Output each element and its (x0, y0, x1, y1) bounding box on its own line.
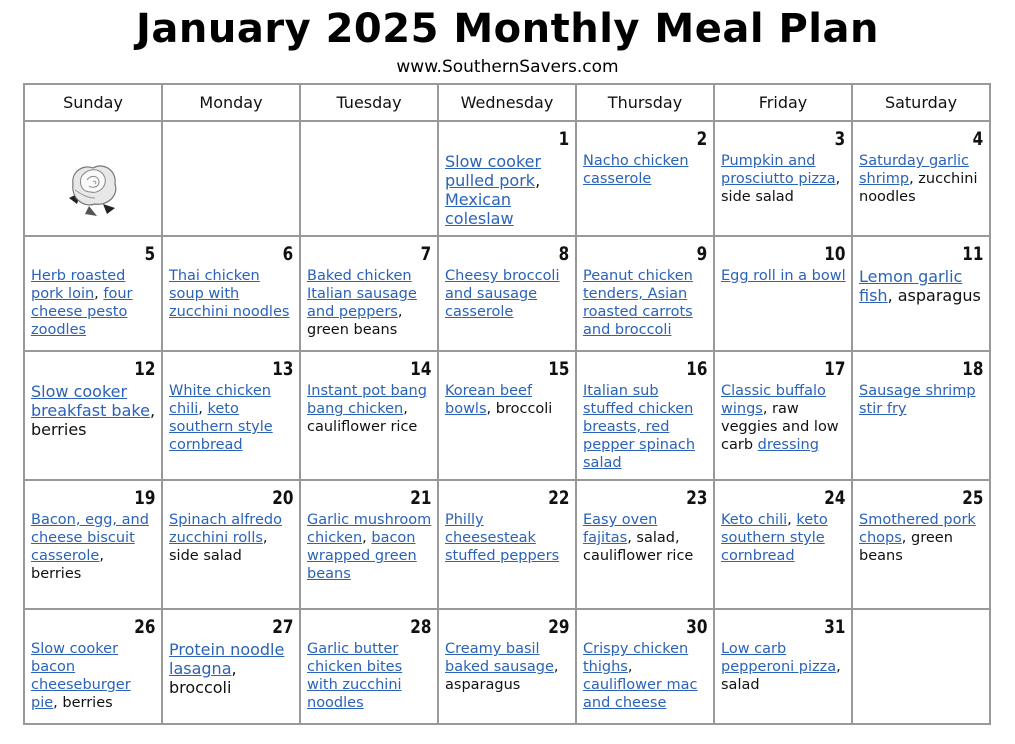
day-cell-content (301, 122, 437, 235)
meal-side-text: , salad (721, 659, 841, 693)
recipe-link[interactable]: Pumpkin and prosciutto pizza (721, 153, 836, 187)
day-number: 20 (271, 487, 293, 509)
meal-description (31, 640, 157, 712)
calendar-day-cell (162, 351, 300, 480)
meal-description (859, 267, 985, 305)
meal-side-text: , (787, 512, 797, 528)
day-number: 31 (823, 616, 845, 638)
day-number: 1 (558, 128, 569, 150)
meal-description (859, 511, 985, 565)
recipe-link[interactable]: Creamy basil baked sausage (445, 641, 554, 675)
calendar-day-cell (714, 236, 852, 351)
meal-description (307, 640, 433, 712)
weekday-header-saturday: Saturday (852, 84, 990, 121)
calendar-day-cell (24, 351, 162, 480)
calendar-day-cell (576, 121, 714, 236)
meal-side-text: , broccoli (169, 659, 237, 697)
day-cell-content (301, 610, 437, 723)
recipe-link[interactable]: Italian sub stuffed chicken breasts, red pepper spinach salad (583, 383, 696, 471)
day-cell-content (715, 481, 851, 608)
day-number: 24 (823, 487, 845, 509)
day-number: 19 (133, 487, 155, 509)
day-cell-content (25, 237, 161, 350)
day-number: 8 (558, 243, 569, 265)
recipe-link[interactable]: Protein noodle lasagna (169, 640, 285, 678)
meal-side-text: , raw veggies and low carb (721, 401, 839, 453)
calendar-day-cell (162, 236, 300, 351)
meal-description (583, 152, 709, 188)
day-cell-content (25, 122, 161, 235)
website-url[interactable]: www.SouthernSavers.com (396, 57, 619, 77)
meal-description (31, 511, 157, 583)
calendar-day-cell (300, 121, 438, 236)
recipe-link[interactable]: dressing (757, 437, 819, 453)
recipe-link[interactable]: Thai chicken soup with zucchini noodles (169, 268, 290, 320)
meal-description (721, 511, 847, 565)
recipe-link[interactable]: Garlic mushroom chicken (307, 512, 432, 546)
weekday-header-friday: Friday (714, 84, 852, 121)
recipe-link[interactable]: Philly cheesesteak stuffed peppers (445, 512, 560, 564)
meal-side-text: , berries (31, 401, 156, 439)
calendar-day-cell (714, 480, 852, 609)
recipe-link[interactable]: Instant pot bang bang chicken (307, 383, 427, 417)
meal-description (169, 382, 295, 454)
meal-description (583, 640, 709, 712)
day-cell-content (577, 237, 713, 350)
recipe-link[interactable]: Korean beef bowls (445, 383, 533, 417)
weekday-header-monday: Monday (162, 84, 300, 121)
calendar-day-cell (576, 609, 714, 724)
day-cell-content (715, 122, 851, 235)
day-number: 5 (144, 243, 155, 265)
meal-side-text: , asparagus (445, 659, 559, 693)
meal-description (307, 267, 433, 339)
meal-description (721, 382, 847, 454)
calendar-day-cell (438, 121, 576, 236)
day-cell-content (301, 352, 437, 479)
calendar-grid (23, 83, 991, 725)
day-number: 18 (961, 358, 983, 380)
meal-description (445, 382, 571, 418)
meal-description (445, 511, 571, 565)
calendar-day-cell (162, 480, 300, 609)
day-number: 28 (409, 616, 431, 638)
day-cell-content (439, 481, 575, 608)
day-cell-content (25, 352, 161, 479)
meal-description (583, 511, 709, 565)
calendar-day-cell (714, 121, 852, 236)
day-cell-content (853, 352, 989, 479)
recipe-link[interactable]: Lemon garlic fish (859, 267, 963, 305)
meal-description (31, 267, 157, 339)
recipe-link[interactable]: Peanut chicken tenders, Asian roasted carrots and broccoli (583, 268, 693, 338)
recipe-link[interactable]: Slow cooker breakfast bake (31, 382, 150, 420)
calendar-day-cell (24, 609, 162, 724)
calendar-day-cell (438, 236, 576, 351)
day-cell-content (715, 352, 851, 479)
recipe-link[interactable]: Spinach alfredo zucchini rolls (169, 512, 282, 546)
recipe-link[interactable]: Egg roll in a bowl (721, 268, 846, 284)
day-number: 21 (409, 487, 431, 509)
meal-description (721, 267, 847, 285)
day-cell-content (577, 352, 713, 479)
calendar-week-row (24, 351, 990, 480)
day-cell-content (853, 610, 989, 723)
calendar-week-row (24, 480, 990, 609)
recipe-link[interactable]: Nacho chicken casserole (583, 153, 689, 187)
calendar-day-cell (162, 609, 300, 724)
calendar-week-row (24, 121, 990, 236)
meal-side-text: , cauliflower rice (307, 401, 418, 435)
day-number: 2 (696, 128, 707, 150)
weekday-header-wednesday: Wednesday (438, 84, 576, 121)
day-number: 26 (133, 616, 155, 638)
day-number: 9 (696, 243, 707, 265)
day-cell-content (715, 237, 851, 350)
day-cell-content (439, 610, 575, 723)
meal-side-text: , side salad (169, 530, 268, 564)
meal-side-text: , asparagus (887, 286, 981, 305)
weekday-header-sunday: Sunday (24, 84, 162, 121)
meal-side-text: , (535, 171, 541, 190)
day-number: 7 (420, 243, 431, 265)
meal-side-text: , side salad (721, 171, 841, 205)
day-number: 30 (685, 616, 707, 638)
meal-description (31, 382, 157, 439)
weekday-header-row (24, 84, 990, 121)
meal-description (445, 267, 571, 321)
meal-description (445, 640, 571, 694)
meal-description (169, 511, 295, 565)
day-cell-content (25, 610, 161, 723)
meal-description (859, 152, 985, 206)
day-cell-content (301, 481, 437, 608)
recipe-link[interactable]: White chicken chili (169, 383, 271, 417)
meal-side-text: , zucchini noodles (859, 171, 978, 205)
meal-description (307, 382, 433, 436)
day-number: 14 (409, 358, 431, 380)
day-number: 4 (972, 128, 983, 150)
recipe-link[interactable]: Smothered pork chops (859, 512, 976, 546)
day-cell-content (577, 610, 713, 723)
page-title: January 2025 Monthly Meal Plan (136, 6, 879, 52)
day-number: 10 (823, 243, 845, 265)
day-cell-content (577, 481, 713, 608)
recipe-link[interactable]: keto southern style cornbread (721, 512, 828, 564)
meal-description (169, 640, 295, 697)
recipe-link[interactable]: Easy oven fajitas (583, 512, 658, 546)
day-cell-content (577, 122, 713, 235)
calendar-day-cell (852, 236, 990, 351)
day-cell-content (853, 122, 989, 235)
calendar-day-cell (24, 121, 162, 236)
calendar-day-cell (300, 236, 438, 351)
day-number: 11 (961, 243, 983, 265)
recipe-link[interactable]: Garlic butter chicken bites with zucchini noodles (307, 641, 403, 711)
calendar-day-cell (714, 609, 852, 724)
calendar-week-row (24, 236, 990, 351)
meal-side-text: , salad, cauliflower rice (583, 530, 694, 564)
recipe-link[interactable]: Sausage shrimp stir fry (859, 383, 976, 417)
recipe-link[interactable]: Cheesy broccoli and sausage casserole (445, 268, 560, 320)
recipe-link[interactable]: Bacon, egg, and cheese biscuit casserole (31, 512, 149, 564)
meal-side-text: , broccoli (486, 401, 553, 417)
day-number: 12 (133, 358, 155, 380)
meal-side-text: , (198, 401, 208, 417)
calendar-day-cell (852, 351, 990, 480)
day-number: 29 (547, 616, 569, 638)
day-number: 23 (685, 487, 707, 509)
day-cell-content (439, 352, 575, 479)
day-cell-content (25, 481, 161, 608)
day-number: 15 (547, 358, 569, 380)
recipe-link[interactable]: Crispy chicken thighs (583, 641, 689, 675)
day-cell-content (163, 237, 299, 350)
meal-side-text: , (94, 286, 104, 302)
meal-description (169, 267, 295, 321)
day-number: 13 (271, 358, 293, 380)
day-cell-content (715, 610, 851, 723)
calendar-day-cell (438, 609, 576, 724)
recipe-link[interactable]: four cheese pesto zoodles (31, 286, 133, 338)
calendar-body (24, 121, 990, 724)
recipe-link[interactable]: Mexican coleslaw (445, 190, 514, 228)
calendar-day-cell (576, 351, 714, 480)
recipe-link[interactable]: bacon wrapped green beans (307, 530, 417, 582)
recipe-link[interactable]: Keto chili (721, 512, 788, 528)
day-number: 3 (834, 128, 845, 150)
recipe-link[interactable]: Baked chicken Italian sausage and peppers (307, 268, 417, 320)
day-cell-content (439, 122, 575, 235)
calendar-day-cell (576, 480, 714, 609)
day-number: 27 (271, 616, 293, 638)
calendar-week-row (24, 609, 990, 724)
meal-description (583, 382, 709, 472)
meal-description (583, 267, 709, 339)
meal-description (445, 152, 571, 228)
recipe-link[interactable]: cauliflower mac and cheese (583, 677, 698, 711)
calendar-day-cell (300, 480, 438, 609)
meal-side-text: , green beans (307, 304, 403, 338)
day-number: 17 (823, 358, 845, 380)
weekday-header-thursday: Thursday (576, 84, 714, 121)
meal-description (721, 640, 847, 694)
day-cell-content (163, 481, 299, 608)
calendar-day-cell (438, 480, 576, 609)
day-number: 22 (547, 487, 569, 509)
day-cell-content (853, 481, 989, 608)
day-cell-content (163, 352, 299, 479)
magnolia-flower-icon (63, 154, 123, 219)
meal-side-text: , green beans (859, 530, 953, 564)
weekday-header-tuesday: Tuesday (300, 84, 438, 121)
day-cell-content (163, 122, 299, 235)
calendar-day-cell (852, 121, 990, 236)
recipe-link[interactable]: Low carb pepperoni pizza (721, 641, 837, 675)
meal-side-text: , berries (53, 695, 113, 711)
recipe-link[interactable]: Slow cooker bacon cheeseburger pie (31, 641, 131, 711)
day-cell-content (163, 610, 299, 723)
calendar-day-cell (852, 480, 990, 609)
calendar-day-cell (576, 236, 714, 351)
recipe-link[interactable]: Slow cooker pulled pork (445, 152, 542, 190)
day-number: 6 (282, 243, 293, 265)
calendar-day-cell (714, 351, 852, 480)
recipe-link[interactable]: keto southern style cornbread (169, 401, 273, 453)
calendar-day-cell (438, 351, 576, 480)
calendar-day-cell (300, 609, 438, 724)
recipe-link[interactable]: Classic buffalo wings (721, 383, 826, 417)
meal-side-text: , berries (31, 548, 104, 582)
calendar-day-cell (24, 236, 162, 351)
recipe-link[interactable]: Saturday garlic shrimp (859, 153, 970, 187)
calendar-day-cell (24, 480, 162, 609)
day-number: 25 (961, 487, 983, 509)
day-cell-content (853, 237, 989, 350)
meal-side-text: , (362, 530, 372, 546)
meal-description (307, 511, 433, 583)
meal-description (859, 382, 985, 418)
calendar-day-cell (852, 609, 990, 724)
day-number: 16 (685, 358, 707, 380)
meal-description (721, 152, 847, 206)
calendar-day-cell (300, 351, 438, 480)
meal-side-text: , (627, 659, 633, 675)
recipe-link[interactable]: Herb roasted pork loin (31, 268, 126, 302)
calendar-day-cell (162, 121, 300, 236)
day-cell-content (301, 237, 437, 350)
day-cell-content (439, 237, 575, 350)
